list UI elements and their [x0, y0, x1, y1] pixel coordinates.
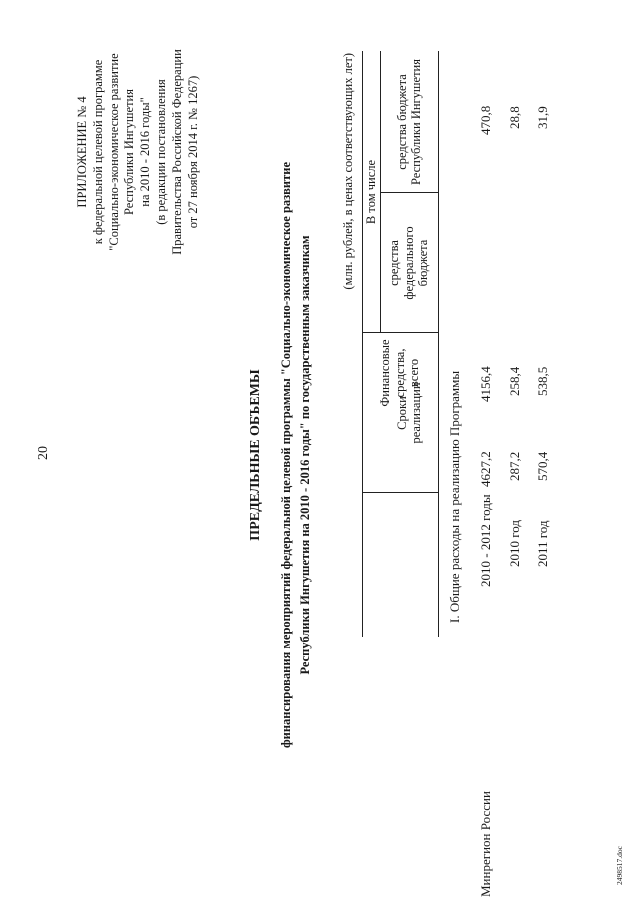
- header-period: Сроки реализации: [394, 382, 423, 444]
- row-total: 4627,2: [478, 451, 493, 487]
- row-regional: 28,8: [507, 106, 522, 129]
- units-note: (млн. рублей, в ценах соответствующих лет): [341, 53, 355, 290]
- document-subtitle-line-2: Республики Ингушетия на 2010 - 2016 годы" по государственным заказчикам: [298, 235, 312, 675]
- row-total: 287,2: [507, 451, 522, 481]
- row-regional: 31,9: [535, 106, 550, 129]
- row-federal: 4156,4: [478, 366, 493, 402]
- document-subtitle-line-1: финансирования мероприятий федеральной целевой программы "Социально-экономическое развитие: [279, 161, 293, 749]
- appendix-line: Республики Ингушетия: [122, 89, 137, 216]
- row-federal: 538,5: [535, 366, 550, 396]
- document-file-reference: 2498517.doc: [615, 846, 624, 885]
- row-total: 570,4: [535, 451, 550, 481]
- header-regional-budget: средства бюджета Республики Ингушетия: [394, 59, 423, 186]
- header-federal-budget: средства федерального бюджета: [387, 226, 431, 300]
- row-regional: 470,8: [478, 105, 493, 135]
- appendix-line: "Социально-экономическое развитие: [106, 53, 121, 251]
- row-period: 2010 год: [507, 520, 522, 567]
- appendix-line: Правительства Российской Федерации: [169, 49, 184, 255]
- table-header-bottom-rule: [438, 51, 439, 637]
- appendix-line: ПРИЛОЖЕНИЕ № 4: [75, 96, 89, 208]
- row-period: 2010 - 2012 годы: [478, 494, 493, 587]
- header-including: В том числе: [363, 159, 378, 225]
- appendix-line: на 2010 - 2016 годы": [138, 97, 153, 207]
- appendix-line: (в редакции постановления: [153, 79, 168, 225]
- appendix-line: к федеральной целевой программе: [90, 59, 105, 245]
- section-title: I. Общие расходы на реализацию Программы: [447, 370, 462, 623]
- appendix-note: [75, 12, 201, 292]
- appendix-line: от 27 ноября 2014 г. № 1267): [185, 75, 200, 229]
- page-number: 20: [36, 446, 51, 460]
- state-customer-name: Минрегион России: [478, 791, 493, 897]
- row-period: 2011 год: [535, 520, 550, 567]
- row-federal: 258,4: [507, 366, 522, 396]
- header-total: Финансовые средства, всего: [378, 339, 422, 407]
- document-title: ПРЕДЕЛЬНЫЕ ОБЪЕМЫ: [248, 369, 263, 541]
